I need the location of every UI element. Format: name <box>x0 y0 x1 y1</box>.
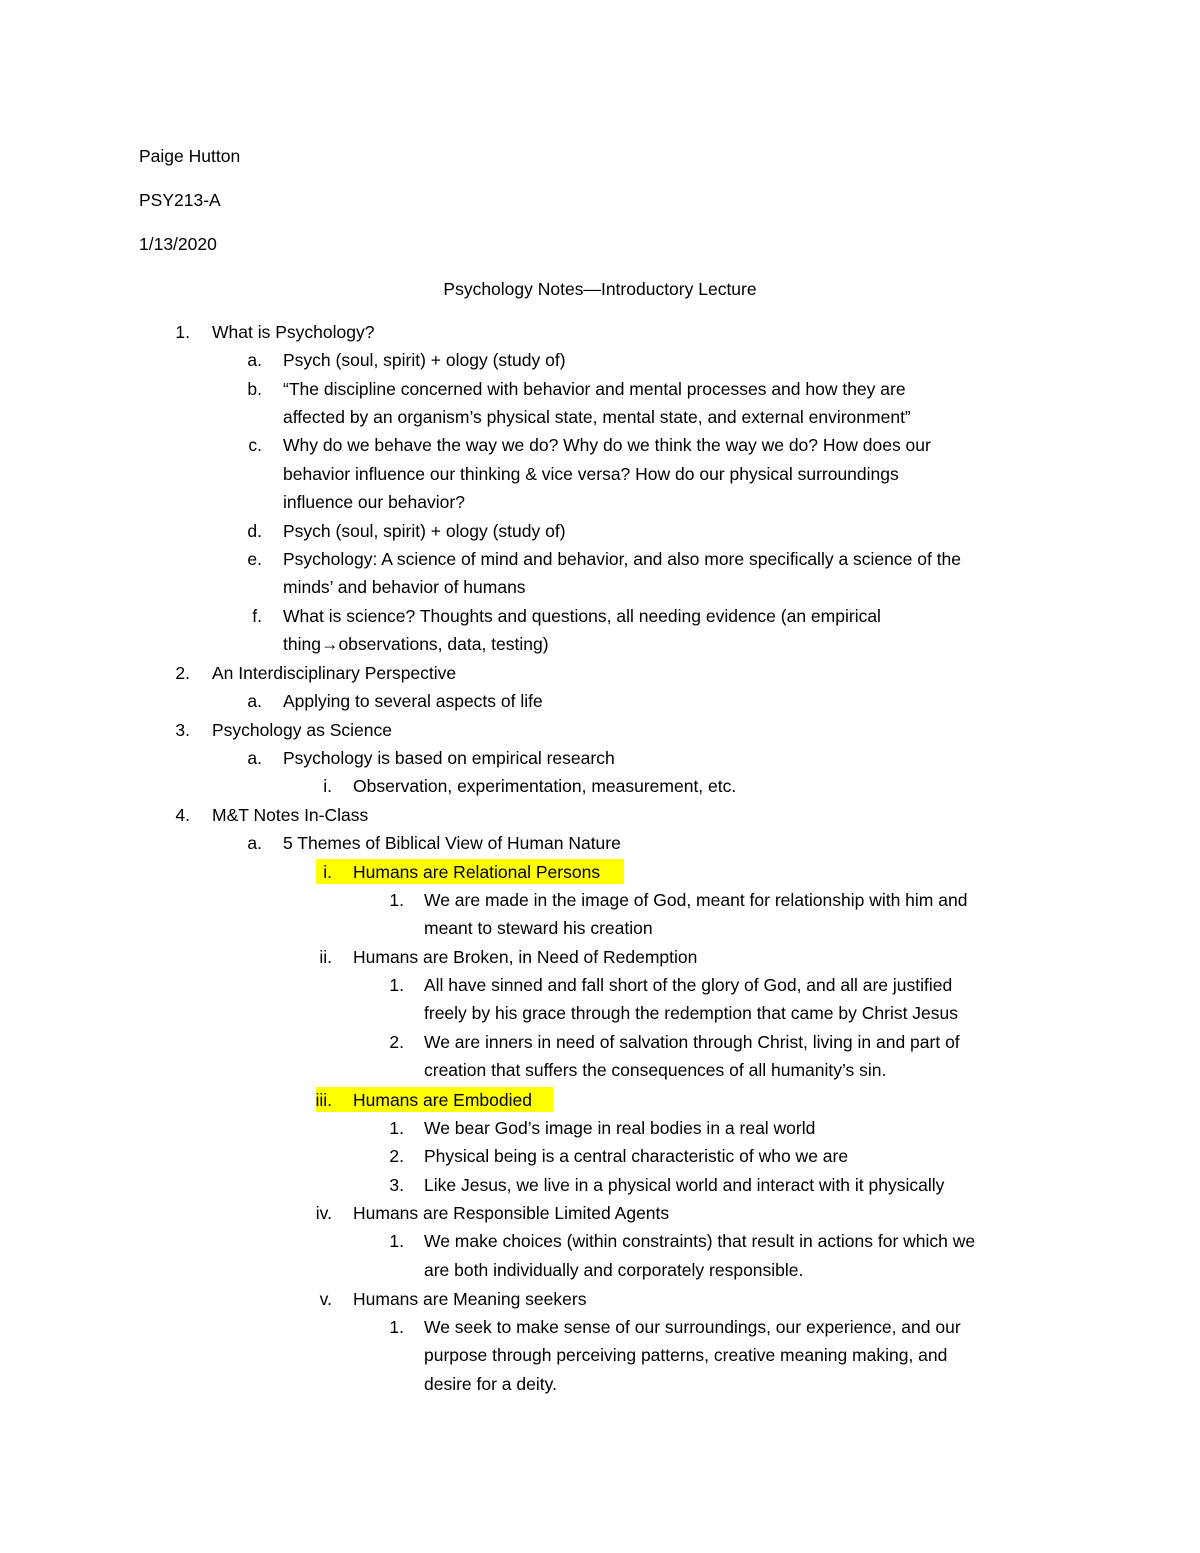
list-item-continued: desire for a deity. <box>424 1374 557 1394</box>
section-heading: Psychology as Science <box>212 720 392 740</box>
list-marker: i. <box>323 862 332 882</box>
list-marker: 1. <box>389 890 404 910</box>
list-item-continued: behavior influence our thinking & vice versa? How do our physical surroundings <box>283 464 899 484</box>
list-item: 5 Themes of Biblical View of Human Nature <box>283 833 621 853</box>
list-item-continued: meant to steward his creation <box>424 918 653 938</box>
list-item-text: thing <box>283 634 321 654</box>
list-item: “The discipline concerned with behavior and mental processes and how they are <box>283 379 906 399</box>
list-item: Applying to several aspects of life <box>283 691 543 711</box>
list-item: Psych (soul, spirit) + ology (study of) <box>283 350 566 370</box>
list-marker: d. <box>247 521 262 541</box>
list-item-continued: influence our behavior? <box>283 492 465 512</box>
list-item: Psych (soul, spirit) + ology (study of) <box>283 521 566 541</box>
list-marker: 1. <box>389 1118 404 1138</box>
list-item: We are inners in need of salvation through Christ, living in and part of <box>424 1032 960 1052</box>
list-item-continued: minds’ and behavior of humans <box>283 577 526 597</box>
list-item: All have sinned and fall short of the glory of God, and all are justified <box>424 975 953 995</box>
list-marker: 4. <box>175 805 190 825</box>
section-heading: What is Psychology? <box>212 322 375 342</box>
list-marker: a. <box>247 748 262 768</box>
section-heading: An Interdisciplinary Perspective <box>212 663 457 683</box>
list-item-continued: are both individually and corporately responsible. <box>424 1260 804 1280</box>
list-marker: f. <box>252 606 262 626</box>
list-marker: 2. <box>389 1146 404 1166</box>
list-marker: ii. <box>319 947 332 967</box>
author-name: Paige Hutton <box>139 146 241 166</box>
list-marker: 1. <box>389 975 404 995</box>
list-item: We make choices (within constraints) that result in actions for which we <box>424 1231 976 1251</box>
course-code: PSY213-A <box>139 190 221 210</box>
list-item: We bear God’s image in real bodies in a real world <box>424 1118 816 1138</box>
list-item: Psychology: A science of mind and behavior, and also more specifically a science of the <box>283 549 962 569</box>
list-item-continued: purpose through perceiving patterns, creative meaning making, and <box>424 1345 948 1365</box>
list-marker: a. <box>247 350 262 370</box>
theme-heading: Humans are Meaning seekers <box>353 1289 587 1309</box>
list-item: What is science? Thoughts and questions, all needing evidence (an empirical <box>283 606 881 626</box>
list-item-continued: affected by an organism’s physical state, mental state, and external environment” <box>283 407 911 427</box>
document-title: Psychology Notes—Introductory Lecture <box>443 279 757 299</box>
theme-heading: Humans are Broken, in Need of Redemption <box>353 947 698 967</box>
arrow-right-icon: → <box>320 634 339 654</box>
list-item-continued: creation that suffers the consequences of all humanity’s sin. <box>424 1060 887 1080</box>
theme-heading: Humans are Embodied <box>353 1090 532 1110</box>
list-marker: iv. <box>315 1203 332 1223</box>
list-item: Psychology is based on empirical research <box>283 748 615 768</box>
list-marker: 1. <box>175 322 190 342</box>
list-marker: 1. <box>389 1317 404 1337</box>
date: 1/13/2020 <box>139 234 217 254</box>
list-item-continued: freely by his grace through the redemption that came by Christ Jesus <box>424 1003 959 1023</box>
list-marker: 3. <box>175 720 190 740</box>
list-item: Why do we behave the way we do? Why do we think the way we do? How does our <box>283 435 931 455</box>
list-marker: iii. <box>315 1090 332 1110</box>
list-marker: a. <box>247 833 262 853</box>
list-marker: a. <box>247 691 262 711</box>
theme-heading: Humans are Relational Persons <box>353 862 601 882</box>
list-marker: 3. <box>389 1175 404 1195</box>
theme-heading: Humans are Responsible Limited Agents <box>353 1203 670 1223</box>
list-item: Observation, experimentation, measurement, etc. <box>353 776 737 796</box>
section-heading: M&T Notes In-Class <box>212 805 369 825</box>
list-marker: c. <box>248 435 262 455</box>
list-marker: 2. <box>175 663 190 683</box>
list-marker: 1. <box>389 1231 404 1251</box>
list-item-continued <box>283 632 549 656</box>
list-item: We seek to make sense of our surroundings, our experience, and our <box>424 1317 961 1337</box>
list-item: Physical being is a central characteristic of who we are <box>424 1146 849 1166</box>
list-marker: e. <box>247 549 262 569</box>
list-item: We are made in the image of God, meant for relationship with him and <box>424 890 968 910</box>
list-item-text: observations, data, testing) <box>338 634 549 654</box>
list-marker: 2. <box>389 1032 404 1052</box>
list-marker: i. <box>323 776 332 796</box>
list-marker: b. <box>247 379 262 399</box>
list-marker: v. <box>319 1289 332 1309</box>
list-item: Like Jesus, we live in a physical world and interact with it physically <box>424 1175 945 1195</box>
